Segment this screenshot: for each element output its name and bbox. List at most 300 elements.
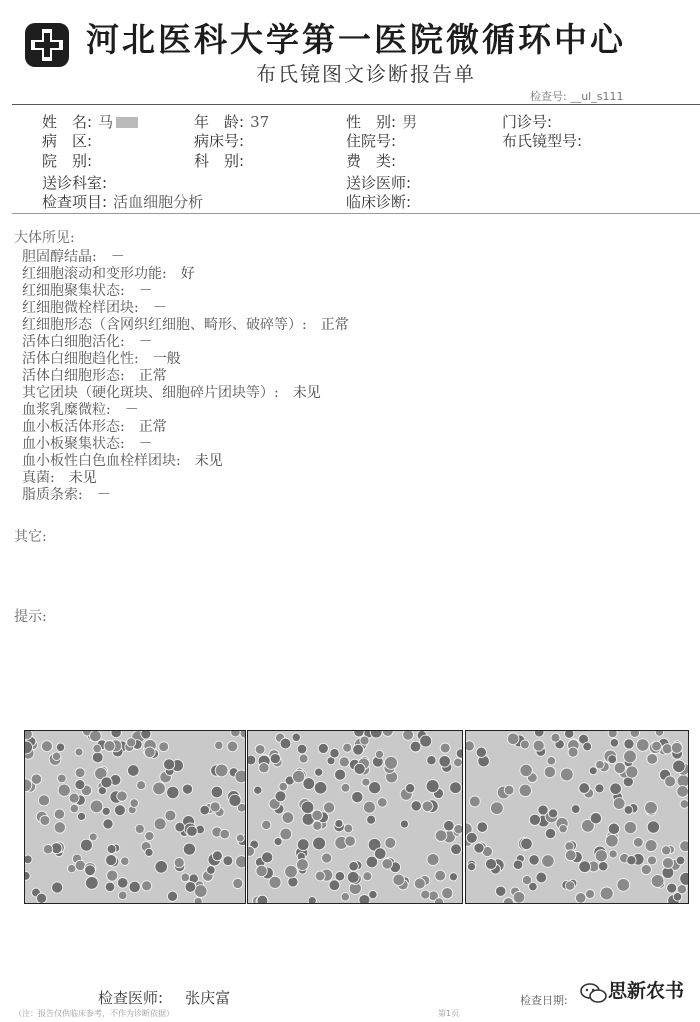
finding-value: － [110, 249, 125, 265]
blood-cell [248, 755, 256, 765]
blood-cell [144, 747, 155, 758]
blood-cell [257, 895, 268, 903]
blood-cell [37, 893, 47, 903]
finding-label: 红细胞形态（含网织红细胞、畸形、破碎等）: [22, 317, 307, 333]
blood-cell [579, 861, 591, 873]
blood-cell [118, 891, 127, 900]
blood-cell [80, 839, 92, 851]
finding-label: 真菌: [22, 470, 55, 486]
blood-cell [43, 844, 53, 854]
blood-cell [308, 897, 316, 903]
blood-cell [335, 769, 346, 780]
blood-cell [673, 893, 682, 902]
exam-date: 检查日期: [520, 994, 568, 1007]
blood-cell [363, 872, 372, 881]
blood-cell [614, 762, 625, 773]
blood-cell [117, 791, 127, 801]
blood-cell [303, 778, 315, 790]
blood-cell [297, 839, 309, 851]
blood-cell [627, 856, 636, 865]
blood-cell [101, 777, 112, 788]
blood-cell [375, 750, 383, 758]
blood-cell [647, 821, 659, 833]
blood-cell [69, 793, 79, 803]
blood-cell [520, 740, 529, 749]
blood-cell [215, 741, 223, 749]
blood-cell [335, 820, 343, 828]
blood-cell [606, 834, 619, 847]
blood-cell [85, 877, 98, 890]
blood-cell [680, 872, 688, 885]
blood-cell [435, 830, 447, 842]
blood-cell [111, 731, 121, 738]
blood-cell [259, 763, 269, 773]
blood-cell [57, 774, 66, 783]
blood-cell [469, 796, 480, 807]
field-exam-item: 检查项目: 活血细胞分析 [42, 193, 204, 211]
finding-value: 未见 [292, 385, 321, 401]
finding-row [22, 249, 349, 266]
blood-cell [103, 819, 113, 829]
blood-cell [145, 848, 153, 856]
blood-cell [255, 745, 265, 755]
blood-cell [187, 826, 198, 837]
blood-cell [449, 873, 457, 881]
blood-cell [542, 855, 555, 868]
blood-cell [610, 783, 622, 795]
blood-cell [538, 805, 548, 815]
field-age: 年 龄: 37 [194, 113, 270, 131]
blood-cell [600, 887, 613, 900]
blood-cell [167, 891, 177, 901]
micrograph-1 [24, 730, 246, 904]
blood-cell [363, 801, 375, 813]
blood-cell [589, 767, 597, 775]
finding-label: 红细胞聚集状态: [22, 283, 125, 299]
blood-cell [142, 881, 152, 891]
field-sex: 性 别: 男 [346, 113, 418, 131]
blood-cell [613, 798, 625, 810]
field-bed-no: 病床号: [194, 132, 245, 150]
finding-value: － [124, 402, 139, 418]
blood-cell [92, 752, 103, 763]
blood-cell [54, 822, 65, 833]
field-clinical-diagnosis: 临床诊断: [346, 193, 412, 211]
blood-cell [223, 856, 233, 866]
blood-cell [426, 780, 439, 793]
blood-cell [75, 768, 85, 778]
blood-cell [318, 743, 328, 753]
blood-cell [466, 741, 474, 751]
blood-cell [411, 801, 421, 811]
field-inpatient-no: 住院号: [346, 132, 397, 150]
blood-cell [444, 820, 455, 831]
blood-cell [104, 741, 115, 752]
blood-cell [369, 782, 381, 794]
blood-cell [236, 856, 246, 868]
blood-cell [105, 882, 115, 892]
blood-cell [583, 742, 592, 751]
blood-cell [568, 747, 578, 757]
blood-cell [507, 733, 519, 745]
blood-cell [347, 871, 359, 883]
blood-cell [324, 802, 335, 813]
blood-cell [52, 882, 63, 893]
blood-cell [175, 822, 185, 832]
wechat-icon [580, 982, 608, 1004]
blood-cell [435, 870, 446, 881]
finding-label: 血小板性白色血栓样团块: [22, 453, 181, 469]
blood-cell [519, 784, 531, 796]
blood-cell [565, 881, 574, 890]
blood-cell [349, 861, 359, 871]
blood-cell [137, 781, 146, 790]
blood-cell [280, 738, 291, 749]
blood-cell [571, 805, 580, 814]
blood-cell [322, 853, 332, 863]
field-hospital-type: 院 别: [42, 152, 93, 170]
blood-cell [248, 846, 255, 856]
blood-cell [58, 784, 70, 796]
blood-cell [299, 754, 308, 763]
blood-cell [466, 832, 477, 843]
blood-cell [52, 752, 60, 760]
blood-cell [102, 807, 110, 815]
finding-label: 红细胞微栓样团块: [22, 300, 139, 316]
blood-cell [663, 858, 674, 869]
blood-cell [141, 731, 151, 739]
blood-cell [229, 794, 241, 806]
blood-cell [630, 731, 640, 737]
field-outpatient-no: 门诊号: [502, 113, 553, 131]
finding-value: － [152, 300, 167, 316]
blood-cell [655, 731, 663, 736]
blood-cell [575, 893, 586, 903]
blood-cell [590, 813, 601, 824]
blood-cell [367, 815, 376, 824]
blood-cell [167, 786, 179, 798]
finding-row [22, 368, 349, 385]
blood-cell [360, 736, 369, 745]
blood-cell [680, 841, 688, 852]
blood-cell [579, 783, 590, 794]
blood-cell [345, 836, 356, 847]
blood-cell [551, 733, 560, 742]
blood-cell [382, 731, 393, 736]
finding-row [22, 453, 349, 470]
blood-cell [565, 850, 576, 861]
blood-cell [565, 731, 574, 738]
finding-label: 血小板聚集状态: [22, 436, 125, 452]
blood-cell [617, 879, 630, 892]
finding-row [22, 317, 349, 334]
blood-cell [127, 738, 136, 747]
blood-cell [341, 893, 349, 901]
header-divider [12, 104, 700, 105]
field-fee-type: 费 类: [346, 152, 397, 170]
blood-cell [382, 859, 393, 870]
blood-cell [662, 744, 672, 754]
doctor-name-value: 张庆富 [185, 989, 231, 1007]
findings-list [22, 249, 349, 504]
blood-cell [544, 766, 555, 777]
blood-cell [121, 857, 130, 866]
blood-cell [215, 764, 228, 777]
blood-cell [366, 856, 378, 868]
blood-cell [677, 786, 688, 798]
blood-cell [385, 837, 396, 848]
blood-cell [421, 890, 430, 899]
blood-cell [378, 798, 388, 808]
blood-cell [536, 872, 547, 883]
blood-cell [513, 892, 525, 904]
blood-cell [164, 759, 175, 770]
blood-cell [153, 782, 166, 795]
field-referring-dept: 送诊科室: [42, 174, 108, 192]
finding-row [22, 300, 349, 317]
blood-cell [477, 822, 488, 833]
blood-cell [236, 834, 244, 842]
blood-cell [534, 731, 544, 737]
blood-cell [240, 731, 245, 738]
blood-cell [25, 871, 30, 880]
blood-cell [288, 877, 298, 887]
blood-cell [235, 770, 245, 783]
blood-cell [292, 733, 300, 741]
micrograph-3 [465, 730, 689, 904]
blood-cell [671, 742, 682, 753]
blood-cell [90, 800, 103, 813]
blood-cell [25, 855, 32, 864]
blood-cell [114, 805, 125, 816]
blood-cell [75, 860, 85, 870]
blood-cell [609, 850, 617, 858]
blood-cell [624, 739, 634, 749]
blood-cell [486, 859, 497, 870]
hospital-name: 河北医科大学第一医院微循环中心 [86, 20, 626, 59]
finding-value: 一般 [152, 351, 181, 367]
exam-item-value: 活血细胞分析 [113, 193, 204, 211]
blood-cell [274, 838, 282, 846]
blood-cell [410, 741, 421, 752]
footer-note: （注：报告仅供临床参考，不作为诊断依据） [14, 1009, 174, 1018]
finding-row [22, 487, 349, 504]
blood-cell [420, 735, 432, 747]
blood-cell [89, 833, 97, 841]
blood-cell [529, 855, 539, 865]
blood-cell [220, 829, 230, 839]
watermark-text: 思新农书 [608, 980, 685, 1002]
blood-cell [106, 855, 117, 866]
redacted-name-block [116, 117, 138, 128]
blood-cell [503, 898, 513, 903]
blood-cell [155, 861, 168, 874]
blood-cell [651, 875, 664, 888]
blood-cell [467, 863, 475, 871]
blood-cell [454, 824, 462, 834]
finding-value: 正常 [320, 317, 349, 333]
finding-row [22, 351, 349, 368]
info-divider [12, 213, 700, 214]
blood-cell [279, 782, 288, 791]
blood-cell [117, 878, 128, 889]
finding-label: 活体白细胞趋化性: [22, 351, 139, 367]
blood-cell [626, 766, 638, 778]
finding-value: 未见 [194, 453, 223, 469]
blood-cell [68, 864, 76, 872]
finding-value: － [138, 283, 153, 299]
blood-cell [90, 731, 102, 742]
blood-cell [422, 801, 433, 812]
blood-cell [181, 873, 190, 882]
blood-cell [297, 744, 307, 754]
blood-cell [352, 791, 363, 802]
field-scope-model: 布氏镜型号: [502, 132, 583, 150]
blood-cell [451, 844, 462, 855]
blood-cell [183, 843, 195, 855]
blood-cell [476, 747, 486, 757]
footer-page: 第1页 [438, 1009, 460, 1018]
blood-cell [343, 743, 352, 752]
blood-cell [174, 858, 184, 868]
blood-cell [427, 756, 436, 765]
blood-cell [159, 742, 169, 752]
blood-cell [313, 837, 326, 850]
blood-cell [353, 744, 364, 755]
blood-cell [40, 815, 50, 825]
blood-cell [312, 810, 323, 821]
blood-cell [341, 783, 350, 792]
blood-cell [75, 748, 83, 756]
blood-cell [496, 886, 506, 896]
blood-cell [282, 812, 294, 824]
blood-cell [359, 895, 370, 904]
finding-value: － [138, 334, 153, 350]
blood-cell [297, 859, 309, 871]
blood-cell [435, 898, 444, 903]
finding-value: 未见 [68, 470, 97, 486]
blood-cell [262, 820, 271, 829]
finding-label: 脂质条索: [22, 487, 83, 503]
blood-cell [647, 754, 658, 765]
blood-cell [504, 785, 514, 795]
blood-cell [450, 782, 462, 794]
blood-cell [200, 805, 210, 815]
blood-cell [586, 890, 595, 899]
blood-cell [624, 821, 636, 833]
blood-cell [41, 741, 52, 752]
blood-cell [185, 882, 196, 893]
finding-label: 其它团块（硬化斑块、细胞碎片团块等）: [22, 385, 279, 401]
finding-label: 血浆乳糜微粒: [22, 402, 111, 418]
blood-cell [330, 749, 339, 758]
blood-cell [315, 768, 323, 776]
blood-cell [262, 852, 273, 863]
blood-cell [439, 756, 451, 768]
blood-cell [545, 828, 555, 838]
blood-cell [520, 764, 532, 776]
blood-cell [165, 810, 176, 821]
blood-cell [440, 743, 450, 753]
blood-cell [474, 843, 484, 853]
blood-cell [85, 865, 96, 876]
blood-cell [256, 865, 267, 876]
blood-cell [645, 840, 657, 852]
blood-cell [529, 882, 538, 891]
blood-cell [667, 883, 677, 893]
finding-row [22, 283, 349, 300]
blood-cell [680, 800, 688, 809]
micrograph-2 [247, 730, 463, 904]
blood-cell [207, 866, 216, 875]
blood-cell [31, 774, 41, 784]
finding-row [22, 436, 349, 453]
blood-cell [442, 888, 453, 899]
blood-cell [665, 776, 676, 787]
blood-cell [107, 845, 116, 854]
finding-row [22, 334, 349, 351]
blood-cell [559, 825, 567, 833]
blood-cell [145, 832, 154, 841]
finding-label: 胆固醇结晶: [22, 249, 97, 265]
blood-cell [662, 846, 671, 855]
blood-cell [329, 880, 340, 891]
field-ward: 病 区: [42, 132, 93, 150]
blood-cell [560, 768, 573, 781]
blood-cell [93, 744, 102, 753]
examining-doctor: 检查医师: 张庆富 [98, 989, 231, 1007]
blood-cell [107, 870, 118, 881]
blood-cell [547, 757, 556, 766]
gross-findings-heading: 大体所见: [14, 230, 75, 246]
blood-cell [624, 806, 633, 815]
check-number: 检查号: __ul_s111 [530, 90, 624, 103]
blood-cell [624, 750, 637, 763]
blood-cell [315, 871, 325, 881]
blood-cell [637, 739, 650, 752]
blood-cell [608, 755, 617, 764]
hospital-cross-logo-icon [22, 20, 72, 70]
finding-value: 正常 [138, 419, 167, 435]
blood-cell [414, 878, 425, 889]
blood-cell [533, 740, 544, 751]
blood-cell [275, 791, 286, 802]
blood-cell [182, 784, 192, 794]
blood-cell [77, 812, 85, 820]
report-title: 布氏镜图文诊断报告单 [256, 62, 476, 86]
blood-cell [521, 838, 533, 850]
blood-cell [405, 784, 414, 793]
blood-cell [135, 824, 144, 833]
blood-cell [513, 860, 523, 870]
blood-cell [280, 828, 292, 840]
blood-cell [128, 765, 140, 777]
blood-cell [454, 758, 463, 767]
blood-cell [339, 757, 349, 767]
blood-cell [676, 856, 685, 865]
blood-cell [610, 739, 619, 748]
blood-cell [285, 865, 298, 878]
blood-cell [210, 802, 220, 812]
blood-cell [301, 801, 314, 814]
blood-cell [54, 809, 64, 819]
blood-cell [233, 878, 243, 888]
blood-cell [491, 802, 504, 815]
blood-cell [314, 782, 327, 795]
finding-label: 活体白细胞形态: [22, 368, 125, 384]
blood-cell [633, 837, 643, 847]
blood-cell [645, 801, 658, 814]
